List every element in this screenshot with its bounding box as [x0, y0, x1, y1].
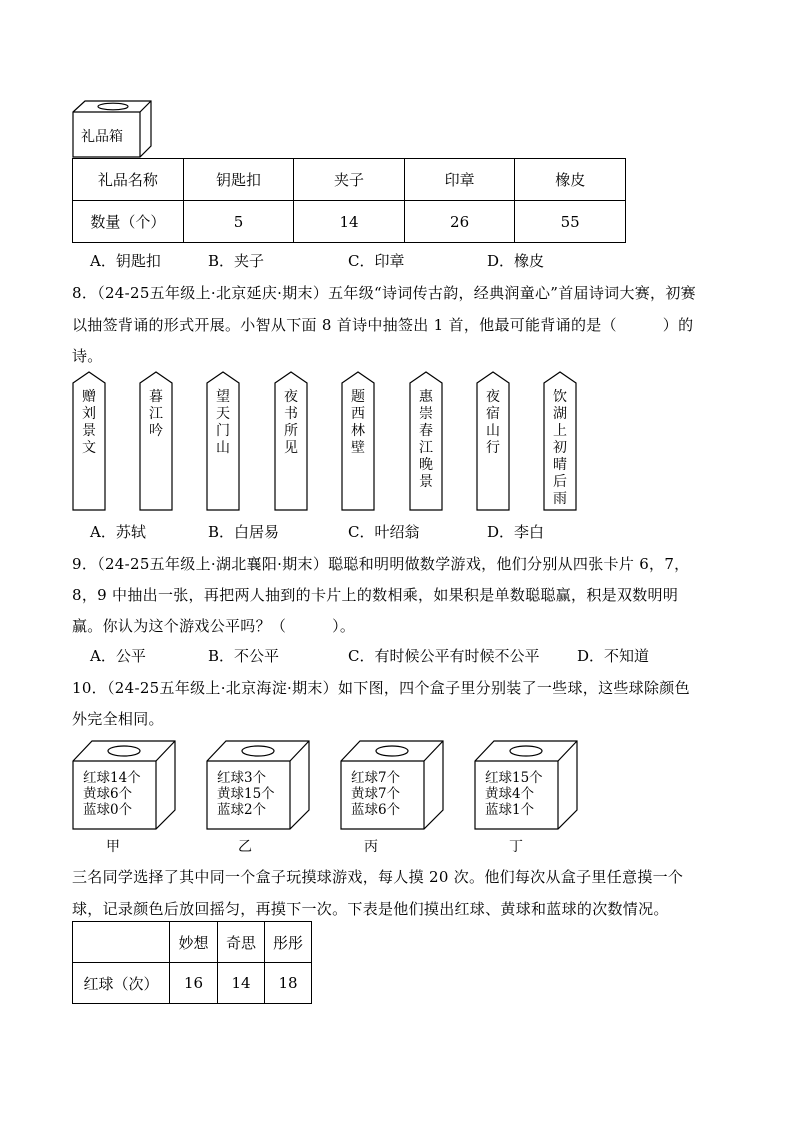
table-row [73, 963, 312, 1004]
poem-title-char: 门 [216, 423, 230, 439]
ball-box-contents [217, 770, 275, 818]
ball-box-yi [206, 740, 310, 830]
ball-draw-table [72, 921, 312, 1004]
poem-title-char: 山 [486, 423, 500, 439]
q10-text-line3: 三名同学选择了其中同一个盒子玩摸球游戏，每人摸 20 次。他们每次从盒子里任意摸一个 [72, 868, 684, 886]
gift-box-figure [72, 100, 152, 158]
poem-title-char: 暮 [149, 389, 163, 405]
red-ball-count: 红球14个 [83, 770, 141, 786]
poem-title-char: 林 [351, 423, 365, 439]
option-c[interactable]: C．有时候公平有时候不公平 [348, 647, 540, 665]
q10-text-line1: 10．（24-25五年级上·北京海淀·期末）如下图，四个盒子里分别装了一些球，这些球除颜色 [72, 679, 690, 697]
poem-title-char: 所 [284, 423, 298, 439]
poem-title-char: 望 [216, 389, 230, 405]
poem-title-char: 上 [553, 423, 567, 439]
poem-title-char: 壁 [351, 440, 365, 456]
poem-slip [409, 371, 443, 511]
poem-slip [476, 371, 510, 511]
poem-slip [341, 371, 375, 511]
q10-text-line2: 外完全相同。 [72, 710, 164, 728]
table-cell: 钥匙扣 [183, 159, 294, 201]
ball-box-contents [351, 770, 400, 818]
table-cell: 14 [294, 201, 405, 243]
q9-text-line1: 9．（24-25五年级上·湖北襄阳·期末）聪聪和明明做数学游戏，他们分别从四张卡片 6，7， [72, 555, 690, 573]
ball-box-contents [485, 770, 543, 818]
option-d[interactable]: D．橡皮 [487, 252, 545, 270]
poem-title-char: 景 [82, 423, 96, 439]
box-name: 甲 [106, 839, 120, 855]
option-a[interactable]: A．公平 [90, 647, 146, 665]
table-cell: 礼品名称 [73, 159, 184, 201]
table-cell: 18 [265, 963, 312, 1004]
option-c[interactable]: C．印章 [348, 252, 405, 270]
poem-title-char: 饮 [553, 389, 567, 405]
q9-text-line3: 赢。你认为这个游戏公平吗？（ ）。 [72, 617, 356, 635]
poem-title-char: 宿 [486, 406, 500, 422]
q10-text-line4: 球，记录颜色后放回摇匀，再摸下一次。下表是他们摸出红球、黄球和蓝球的次数情况。 [72, 900, 669, 918]
yellow-ball-count: 黄球6个 [83, 786, 133, 802]
poem-title-char: 文 [82, 440, 96, 456]
poem-title-char: 赠 [82, 389, 96, 405]
poem-title-char: 天 [216, 406, 230, 422]
option-b[interactable]: B．不公平 [208, 647, 280, 665]
blue-ball-count: 蓝球0个 [83, 802, 133, 818]
poem-title-char: 晚 [419, 457, 433, 473]
gift-quantity-table [72, 158, 626, 243]
table-cell [73, 922, 170, 963]
option-c[interactable]: C．叶绍翁 [348, 523, 420, 541]
box-name: 丙 [364, 839, 378, 855]
table-cell: 14 [218, 963, 265, 1004]
poem-title-char: 见 [284, 440, 298, 456]
q9-text-line2: 8，9 中抽出一张，再把两人抽到的卡片上的数相乘，如果积是单数聪聪赢，积是双数明明 [72, 586, 679, 604]
blue-ball-count: 蓝球2个 [217, 802, 267, 818]
poem-title-char: 晴 [553, 457, 567, 473]
poem-title-char: 初 [553, 440, 567, 456]
table-cell: 26 [404, 201, 515, 243]
poem-title [341, 389, 375, 457]
option-d[interactable]: D．不知道 [577, 647, 650, 665]
box-name: 丁 [509, 839, 523, 855]
poem-title-char: 夜 [284, 389, 298, 405]
table-cell: 妙想 [170, 922, 218, 963]
box-name: 乙 [238, 839, 252, 855]
poem-title-char: 江 [419, 440, 433, 456]
ball-box-jia [72, 740, 176, 830]
poem-title-char: 崇 [419, 406, 433, 422]
ball-box-contents [83, 770, 141, 818]
table-cell: 55 [515, 201, 626, 243]
table-cell: 16 [170, 963, 218, 1004]
poem-title-char: 景 [419, 474, 433, 490]
blue-ball-count: 蓝球1个 [485, 802, 535, 818]
table-row [73, 201, 626, 243]
table-cell: 数量（个） [73, 201, 184, 243]
ball-box-bing [340, 740, 444, 830]
poem-slip [72, 371, 106, 511]
table-cell: 印章 [404, 159, 515, 201]
poem-slip [206, 371, 240, 511]
poem-title [139, 389, 173, 440]
option-b[interactable]: B．夹子 [208, 252, 265, 270]
table-row [73, 159, 626, 201]
table-cell: 红球（次） [73, 963, 170, 1004]
poem-title-char: 吟 [149, 423, 163, 439]
table-cell: 橡皮 [515, 159, 626, 201]
poem-slip [139, 371, 173, 511]
q8-text-line3: 诗。 [72, 347, 103, 365]
poem-slip [543, 371, 577, 511]
yellow-ball-count: 黄球7个 [351, 786, 401, 802]
red-ball-count: 红球15个 [485, 770, 543, 786]
option-d[interactable]: D．李白 [487, 523, 545, 541]
poem-title-char: 后 [553, 474, 567, 490]
option-a[interactable]: A．苏轼 [90, 523, 146, 541]
poem-title-char: 山 [216, 440, 230, 456]
table-cell: 5 [183, 201, 294, 243]
poem-title-char: 书 [284, 406, 298, 422]
poem-title-char: 春 [419, 423, 433, 439]
ball-box-ding [474, 740, 578, 830]
poem-title [409, 389, 443, 491]
poem-title [543, 389, 577, 508]
red-ball-count: 红球7个 [351, 770, 401, 786]
yellow-ball-count: 黄球15个 [217, 786, 275, 802]
table-cell: 夹子 [294, 159, 405, 201]
yellow-ball-count: 黄球4个 [485, 786, 535, 802]
q8-text-line1: 8．（24-25五年级上·北京延庆·期末）五年级“诗词传古韵，经典润童心”首届诗词大赛，初赛 [72, 284, 696, 302]
option-a[interactable]: A．钥匙扣 [90, 252, 161, 270]
poem-title-char: 惠 [419, 389, 433, 405]
poem-title [72, 389, 106, 457]
poem-title [476, 389, 510, 457]
poem-title-char: 湖 [553, 406, 567, 422]
gift-box-label: 礼品箱 [81, 129, 123, 145]
table-row [73, 922, 312, 963]
table-cell: 奇思 [218, 922, 265, 963]
poem-title-char: 夜 [486, 389, 500, 405]
poem-title [274, 389, 308, 457]
red-ball-count: 红球3个 [217, 770, 267, 786]
poem-title-char: 雨 [553, 491, 567, 507]
poem-slip [274, 371, 308, 511]
q8-text-line2: 以抽签背诵的形式开展。小智从下面 8 首诗中抽签出 1 首，他最可能背诵的是（ ）的 [72, 316, 694, 334]
poem-title-char: 西 [351, 406, 365, 422]
poem-title-char: 江 [149, 406, 163, 422]
poem-title [206, 389, 240, 457]
option-b[interactable]: B．白居易 [208, 523, 280, 541]
poem-title-char: 题 [351, 389, 365, 405]
poem-title-char: 行 [486, 440, 500, 456]
blue-ball-count: 蓝球6个 [351, 802, 401, 818]
table-cell: 彤彤 [265, 922, 312, 963]
poem-title-char: 刘 [82, 406, 96, 422]
